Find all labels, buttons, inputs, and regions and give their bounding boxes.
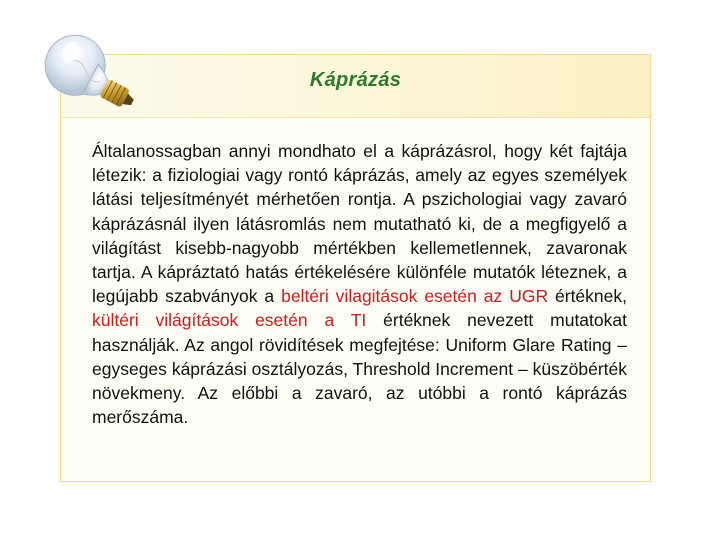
body-text-part: értéknek nevezett mutatokat használják. Az angol rövidítések megfejtése: Uniform Glare Rating – egyseges káprázási osztályozás, Threshold Increment – küszöbérték növekmeny. Az előbbi a zavaró, az utóbbi a rontó káprázás merőszáma. (92, 310, 627, 428)
slide-title: Káprázás (309, 69, 402, 91)
light-bulb-icon (28, 34, 152, 126)
body-paragraph (92, 139, 627, 429)
highlight-ti: kültéri világítások esetén a TI (92, 310, 367, 331)
highlight-ugr: beltéri vilagitások esetén az UGR (281, 286, 549, 307)
body-text-part: értéknek, (548, 286, 627, 307)
body-text-part: Általanossagban annyi mondhato el a káprázásrol, hogy két fajtája létezik: a fiziologiai vagy rontó káprázás, amely az egyes személyek látási teljesítményét mérhetően rontja. A pszichologiai vagy zavaró káprázásnál ilyen látásromlás nem mutatható ki, de a megfigyelő a világítást kisebb-nagyobb mértékben kellemetlennek, zavaronak tartja. A kápráztató hatás értékelésére különféle mutatók léteznek, a legújabb szabványok a (92, 141, 627, 307)
